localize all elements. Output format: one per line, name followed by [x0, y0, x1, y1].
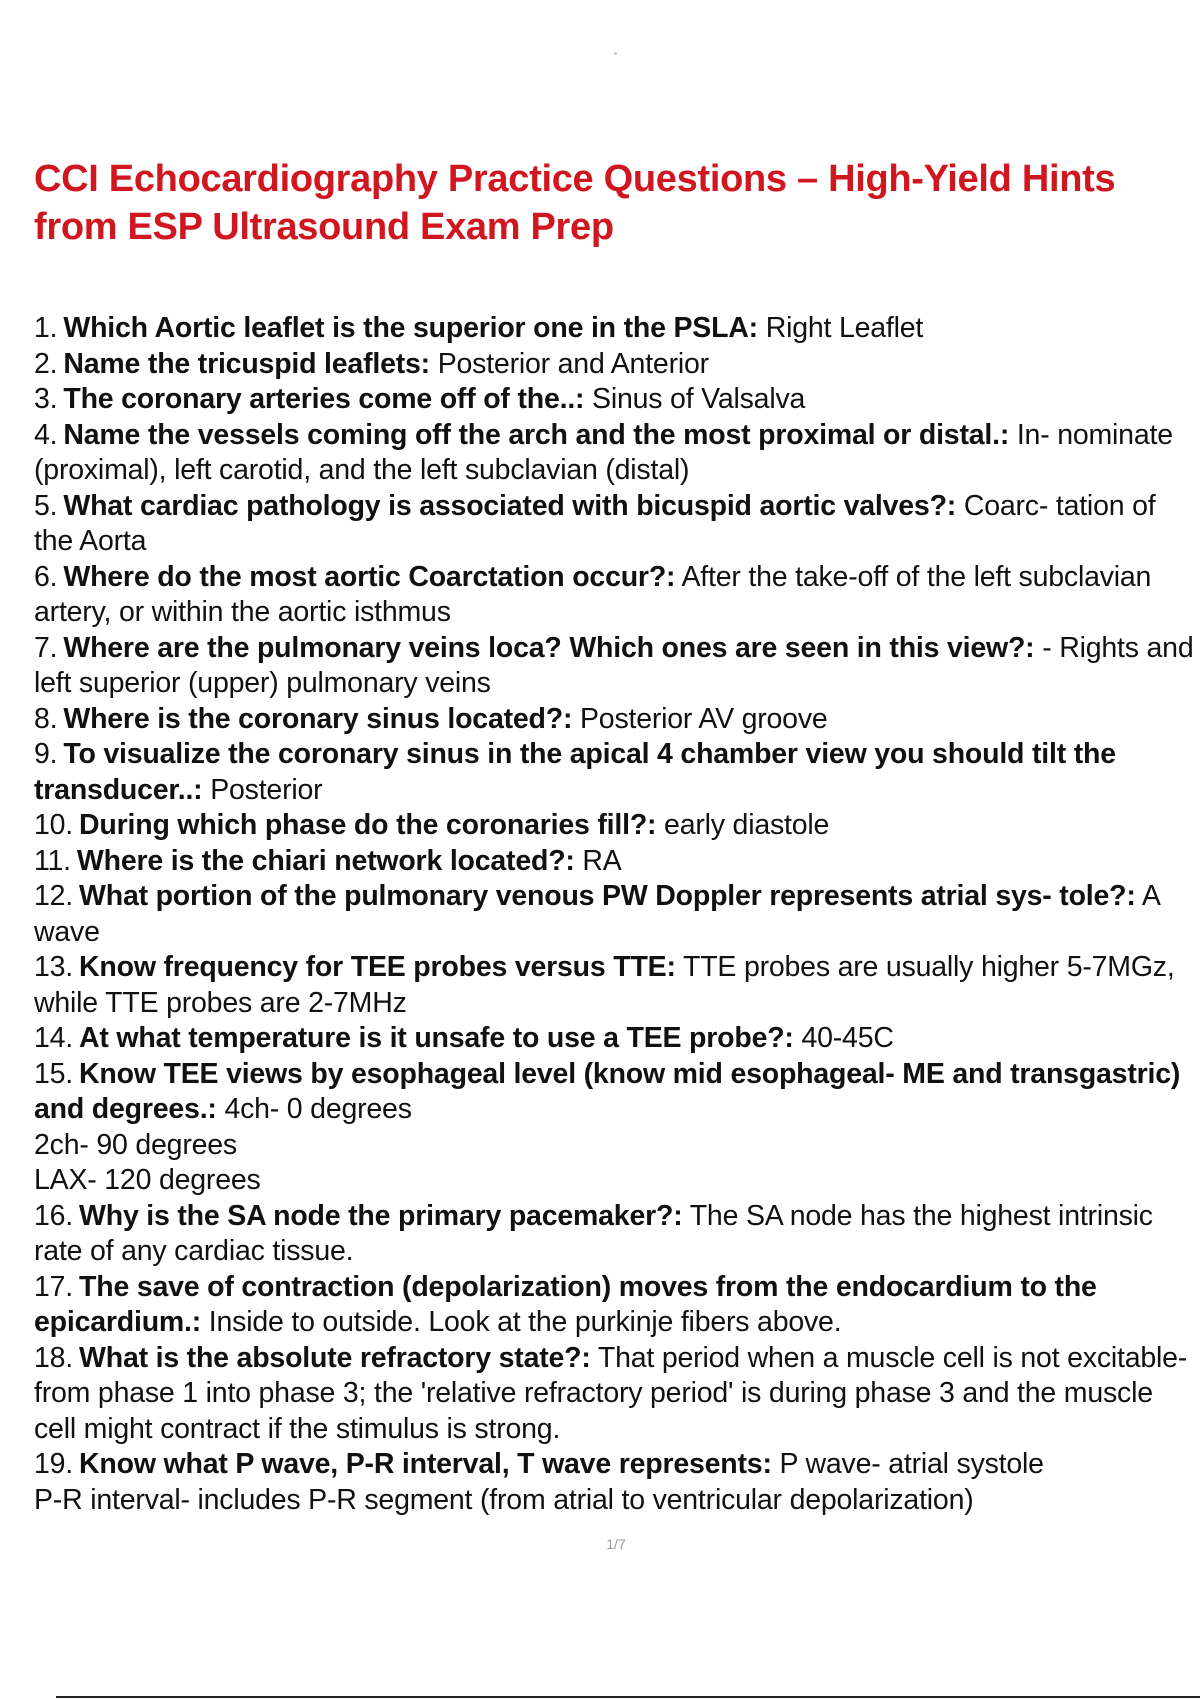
question-number: 7.: [34, 631, 58, 664]
question-item: [34, 311, 1200, 347]
question-text: Know frequency for TEE probes versus TTE:: [79, 951, 676, 983]
question-text: To visualize the coronary sinus in the apical 4 chamber view you should tilt the transducer..:: [34, 738, 1116, 806]
answer-text: Inside to outside. Look at the purkinje fibers above.: [208, 1306, 842, 1338]
question-text: Where are the pulmonary veins loca? Which ones are seen in this view?:: [63, 631, 1035, 664]
answer-text: Coarc- tation of the Aorta: [34, 489, 1156, 557]
answer-continuation: 2ch- 90 degrees: [34, 1128, 237, 1161]
answer-text: 4ch- 0 degrees: [224, 1093, 412, 1125]
question-text: Name the vessels coming off the arch and the most proximal or distal.:: [63, 418, 1010, 451]
question-text: What cardiac pathology is associated with bicuspid aortic valves?:: [63, 489, 957, 522]
question-number: 10.: [34, 809, 74, 841]
question-number: 4.: [34, 418, 58, 451]
question-text: Where is the chiari network located?:: [76, 844, 575, 877]
question-item: [34, 737, 1200, 808]
answer-text: After the take-off of the left subclavian artery, or within the aortic isthmus: [34, 560, 1152, 628]
question-item: [34, 489, 1200, 560]
question-number: 2.: [34, 347, 58, 380]
question-item: [34, 1199, 1200, 1270]
question-text: Know TEE views by esophageal level (know mid esophageal- ME and transgastric) and degrees.:: [34, 1057, 1181, 1125]
question-text: The save of contraction (depolarization) moves from the endocardium to the epicardium.:: [34, 1270, 1097, 1338]
question-number: 9.: [34, 738, 58, 770]
answer-text: Posterior: [210, 773, 323, 806]
question-number: 12.: [34, 880, 74, 912]
question-item: [34, 808, 1200, 844]
question-list: [34, 311, 1200, 1518]
question-item: [34, 1447, 1200, 1483]
answer-text: 40-45C: [801, 1022, 894, 1054]
answer-text: Sinus of Valsalva: [592, 383, 806, 415]
question-item: [34, 950, 1200, 1021]
question-text: What portion of the pulmonary venous PW Doppler represents atrial sys- tole?:: [79, 880, 1136, 912]
question-number: 8.: [34, 702, 58, 735]
question-item: [34, 1341, 1200, 1448]
question-item: [34, 382, 1200, 418]
answer-continuation: P-R interval- includes P-R segment (from atrial to ventricular depolarization): [34, 1483, 974, 1516]
answer-text: That period when a muscle cell is not excitable- from phase 1 into phase 3; the 'relative refractory period' is during phase 3 and the muscle cell might contract if the stimulus is strong.: [34, 1341, 1188, 1445]
page-number: 1/7: [606, 1536, 626, 1552]
question-number: 13.: [34, 951, 74, 983]
question-number: 17.: [34, 1270, 74, 1303]
question-item: [34, 1021, 1200, 1057]
answer-continuation: LAX- 120 degrees: [34, 1164, 261, 1196]
question-number: 11.: [34, 844, 71, 877]
answer-text: In- nominate (proximal), left carotid, and the left subclavian (distal): [34, 418, 1173, 486]
question-number: 1.: [34, 312, 58, 344]
question-item: [34, 418, 1200, 489]
question-text: The coronary arteries come off of the..:: [63, 383, 585, 415]
question-number: 6.: [34, 560, 58, 593]
bottom-rule: [56, 1696, 1200, 1698]
question-number: 3.: [34, 383, 58, 415]
question-text: Which Aortic leaflet is the superior one in the PSLA:: [63, 312, 758, 344]
question-item: [34, 879, 1200, 950]
question-text: At what temperature is it unsafe to use a TEE probe?:: [79, 1022, 794, 1054]
answer-text: - Rights and left superior (upper) pulmonary veins: [34, 631, 1194, 699]
document-title: CCI Echocardiography Practice Questions – High-Yield Hints from ESP Ultrasound Exam Prep: [34, 158, 1116, 248]
answer-text: Posterior and Anterior: [437, 347, 709, 380]
question-item: [34, 1057, 1200, 1128]
question-text: Where do the most aortic Coarctation occur?:: [63, 560, 676, 593]
answer-text: The SA node has the highest intrinsic rate of any cardiac tissue.: [34, 1199, 1153, 1267]
question-item: [34, 560, 1200, 631]
question-text: Why is the SA node the primary pacemaker?:: [79, 1199, 683, 1232]
answer-text: A wave: [34, 880, 1160, 948]
question-number: 16.: [34, 1199, 74, 1232]
answer-text: Posterior AV groove: [579, 702, 828, 735]
answer-text: Right Leaflet: [765, 312, 924, 344]
question-item: [34, 631, 1200, 702]
question-item: [34, 1270, 1200, 1341]
answer-text: TTE probes are usually higher 5-7MGz, while TTE probes are 2-7MHz: [34, 951, 1175, 1019]
question-text: Where is the coronary sinus located?:: [63, 702, 573, 735]
question-item: [34, 844, 1200, 880]
question-number: 18.: [34, 1341, 74, 1374]
question-number: 19.: [34, 1448, 74, 1480]
question-item: [34, 347, 1200, 383]
question-number: 15.: [34, 1057, 74, 1090]
scan-speck: [614, 52, 617, 55]
question-number: 14.: [34, 1022, 74, 1054]
answer-text: RA: [582, 844, 622, 877]
question-number: 5.: [34, 489, 58, 522]
question-text: What is the absolute refractory state?:: [79, 1341, 591, 1374]
question-text: During which phase do the coronaries fill?:: [79, 809, 657, 841]
question-text: Name the tricuspid leaflets:: [63, 347, 430, 380]
question-item: [34, 702, 1200, 738]
answer-text: P wave- atrial systole: [779, 1448, 1044, 1480]
answer-text: early diastole: [664, 809, 830, 841]
question-text: Know what P wave, P-R interval, T wave represents:: [79, 1448, 772, 1480]
